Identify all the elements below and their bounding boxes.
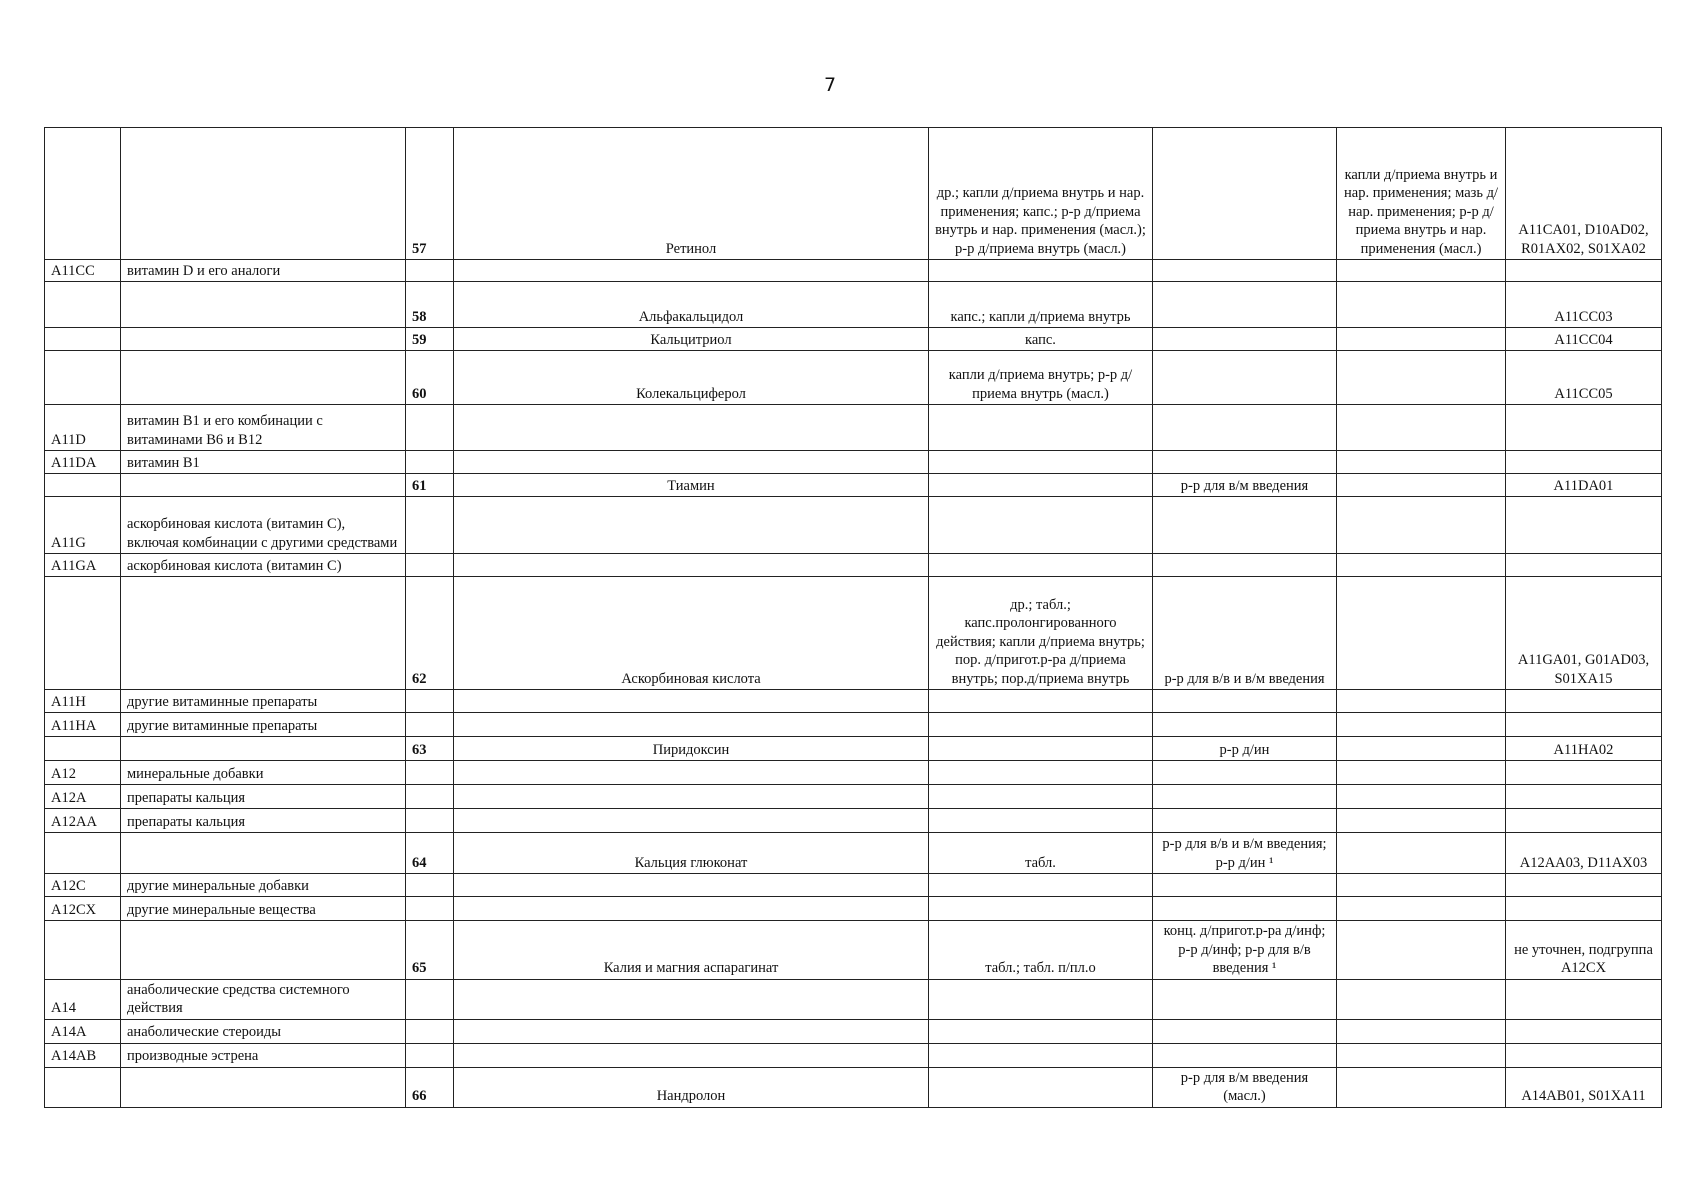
additional-forms-cell [1337, 328, 1506, 351]
atc-group-name-cell: другие витаминные препараты [121, 690, 406, 713]
page-number: 7 [823, 74, 837, 96]
item-number-cell [406, 979, 454, 1019]
item-number-cell: 63 [406, 737, 454, 761]
injectable-forms-cell [1153, 713, 1337, 737]
table-row [45, 713, 1662, 737]
item-number-cell: 57 [406, 128, 454, 260]
atc-code-cell: A11CA01, D10AD02, R01AX02, S01XA02 [1506, 128, 1662, 260]
injectable-forms-cell: р-р для в/в и в/м введения; р-р д/ин ¹ [1153, 833, 1337, 874]
drug-name-cell: Альфакальцидол [454, 282, 929, 328]
atc-code-cell [1506, 785, 1662, 809]
table-row [45, 1067, 1662, 1107]
atc-code-cell [1506, 761, 1662, 785]
atc-group-name-cell [121, 351, 406, 405]
item-number-cell [406, 260, 454, 282]
dosage-forms-cell [929, 405, 1153, 451]
atc-group-name-cell [121, 328, 406, 351]
additional-forms-cell [1337, 833, 1506, 874]
dosage-forms-cell [929, 874, 1153, 897]
additional-forms-cell [1337, 713, 1506, 737]
additional-forms-cell [1337, 577, 1506, 690]
atc-group-code-cell [45, 737, 121, 761]
atc-code-cell [1506, 874, 1662, 897]
atc-group-name-cell: витамин B1 и его комбинации с витаминами B6 и B12 [121, 405, 406, 451]
atc-group-code-cell: A14A [45, 1019, 121, 1043]
atc-group-name-cell: аскорбиновая кислота (витамин С), включая комбинации с другими средствами [121, 497, 406, 554]
drug-name-cell [454, 260, 929, 282]
atc-group-code-cell: A12A [45, 785, 121, 809]
additional-forms-cell [1337, 761, 1506, 785]
dosage-forms-cell: капс.; капли д/приема внутрь [929, 282, 1153, 328]
item-number-cell [406, 785, 454, 809]
table-row [45, 690, 1662, 713]
atc-group-code-cell: A12CX [45, 897, 121, 921]
dosage-forms-cell [929, 713, 1153, 737]
item-number-cell [406, 690, 454, 713]
drug-name-cell: Ретинол [454, 128, 929, 260]
table-row [45, 351, 1662, 405]
atc-group-code-cell [45, 328, 121, 351]
dosage-forms-cell: капли д/приема внутрь; р-р д/приема внутрь (масл.) [929, 351, 1153, 405]
dosage-forms-cell [929, 785, 1153, 809]
dosage-forms-cell [929, 979, 1153, 1019]
drug-name-cell [454, 1043, 929, 1067]
atc-group-code-cell: A12C [45, 874, 121, 897]
atc-group-code-cell [45, 833, 121, 874]
dosage-forms-cell: табл.; табл. п/пл.о [929, 921, 1153, 980]
additional-forms-cell: капли д/приема внутрь и нар. применения; мазь д/нар. применения; р-р д/приема внутрь и нар. применения (масл.) [1337, 128, 1506, 260]
atc-group-code-cell [45, 282, 121, 328]
injectable-forms-cell [1153, 761, 1337, 785]
drug-name-cell [454, 761, 929, 785]
table-row [45, 761, 1662, 785]
atc-group-name-cell: минеральные добавки [121, 761, 406, 785]
dosage-forms-cell [929, 497, 1153, 554]
table-row [45, 554, 1662, 577]
additional-forms-cell [1337, 785, 1506, 809]
table-body [45, 128, 1662, 1108]
injectable-forms-cell [1153, 451, 1337, 474]
atc-group-name-cell [121, 577, 406, 690]
item-number-cell: 59 [406, 328, 454, 351]
atc-code-cell [1506, 554, 1662, 577]
atc-group-name-cell: другие минеральные вещества [121, 897, 406, 921]
dosage-forms-cell [929, 809, 1153, 833]
atc-code-cell: A11CC04 [1506, 328, 1662, 351]
table-row [45, 921, 1662, 980]
injectable-forms-cell: р-р д/ин [1153, 737, 1337, 761]
drug-name-cell: Тиамин [454, 474, 929, 497]
additional-forms-cell [1337, 351, 1506, 405]
additional-forms-cell [1337, 979, 1506, 1019]
atc-group-name-cell [121, 921, 406, 980]
atc-code-cell [1506, 260, 1662, 282]
atc-group-name-cell: другие минеральные добавки [121, 874, 406, 897]
table-row [45, 809, 1662, 833]
injectable-forms-cell [1153, 1019, 1337, 1043]
table-row [45, 833, 1662, 874]
atc-code-cell [1506, 1043, 1662, 1067]
additional-forms-cell [1337, 260, 1506, 282]
additional-forms-cell [1337, 1043, 1506, 1067]
item-number-cell [406, 1043, 454, 1067]
atc-group-code-cell: A11GA [45, 554, 121, 577]
atc-code-cell: A11DA01 [1506, 474, 1662, 497]
dosage-forms-cell [929, 761, 1153, 785]
atc-group-name-cell [121, 282, 406, 328]
atc-code-cell [1506, 690, 1662, 713]
atc-code-cell [1506, 1019, 1662, 1043]
atc-group-code-cell [45, 1067, 121, 1107]
atc-group-name-cell: витамин B1 [121, 451, 406, 474]
injectable-forms-cell [1153, 128, 1337, 260]
drug-name-cell [454, 713, 929, 737]
table-row [45, 874, 1662, 897]
additional-forms-cell [1337, 282, 1506, 328]
item-number-cell: 65 [406, 921, 454, 980]
injectable-forms-cell [1153, 897, 1337, 921]
atc-group-code-cell: A11DA [45, 451, 121, 474]
injectable-forms-cell [1153, 405, 1337, 451]
atc-code-cell [1506, 979, 1662, 1019]
injectable-forms-cell: конц. д/пригот.р-ра д/инф; р-р д/инф; р-р для в/в введения ¹ [1153, 921, 1337, 980]
item-number-cell [406, 451, 454, 474]
injectable-forms-cell [1153, 260, 1337, 282]
atc-group-code-cell: A11G [45, 497, 121, 554]
atc-group-code-cell: A11H [45, 690, 121, 713]
drug-name-cell [454, 497, 929, 554]
additional-forms-cell [1337, 1067, 1506, 1107]
injectable-forms-cell [1153, 328, 1337, 351]
table-row [45, 577, 1662, 690]
item-number-cell [406, 897, 454, 921]
drug-name-cell [454, 809, 929, 833]
drug-name-cell [454, 554, 929, 577]
atc-code-cell: не уточнен, подгруппа A12CX [1506, 921, 1662, 980]
item-number-cell [406, 497, 454, 554]
drug-name-cell: Кальция глюконат [454, 833, 929, 874]
atc-group-code-cell [45, 577, 121, 690]
atc-code-cell [1506, 405, 1662, 451]
atc-code-cell [1506, 451, 1662, 474]
table-row [45, 897, 1662, 921]
item-number-cell: 66 [406, 1067, 454, 1107]
atc-group-name-cell: витамин D и его аналоги [121, 260, 406, 282]
additional-forms-cell [1337, 405, 1506, 451]
atc-code-cell: A14AB01, S01XA11 [1506, 1067, 1662, 1107]
table-row [45, 979, 1662, 1019]
injectable-forms-cell [1153, 874, 1337, 897]
drug-name-cell [454, 874, 929, 897]
drug-name-cell [454, 1019, 929, 1043]
drug-name-cell: Колекальциферол [454, 351, 929, 405]
table-row [45, 260, 1662, 282]
item-number-cell [406, 554, 454, 577]
atc-code-cell [1506, 497, 1662, 554]
injectable-forms-cell: р-р для в/м введения [1153, 474, 1337, 497]
injectable-forms-cell [1153, 554, 1337, 577]
atc-group-code-cell [45, 474, 121, 497]
dosage-forms-cell [929, 1019, 1153, 1043]
table-row [45, 451, 1662, 474]
additional-forms-cell [1337, 690, 1506, 713]
item-number-cell [406, 874, 454, 897]
dosage-forms-cell: табл. [929, 833, 1153, 874]
table-row [45, 282, 1662, 328]
atc-group-code-cell: A14AB [45, 1043, 121, 1067]
item-number-cell [406, 713, 454, 737]
drug-name-cell: Пиридоксин [454, 737, 929, 761]
atc-group-name-cell [121, 737, 406, 761]
drug-name-cell [454, 897, 929, 921]
atc-group-name-cell [121, 128, 406, 260]
drug-name-cell: Нандролон [454, 1067, 929, 1107]
atc-group-name-cell: аскорбиновая кислота (витамин С) [121, 554, 406, 577]
item-number-cell: 60 [406, 351, 454, 405]
dosage-forms-cell [929, 690, 1153, 713]
atc-code-cell [1506, 809, 1662, 833]
atc-code-cell: A11CC03 [1506, 282, 1662, 328]
additional-forms-cell [1337, 809, 1506, 833]
injectable-forms-cell [1153, 785, 1337, 809]
drug-name-cell: Кальцитриол [454, 328, 929, 351]
table-row [45, 474, 1662, 497]
atc-group-code-cell: A12 [45, 761, 121, 785]
item-number-cell [406, 809, 454, 833]
item-number-cell: 64 [406, 833, 454, 874]
atc-code-cell [1506, 897, 1662, 921]
dosage-forms-cell [929, 1043, 1153, 1067]
atc-group-code-cell [45, 128, 121, 260]
dosage-forms-cell: капс. [929, 328, 1153, 351]
drug-name-cell [454, 979, 929, 1019]
dosage-forms-cell [929, 897, 1153, 921]
injectable-forms-cell [1153, 1043, 1337, 1067]
injectable-forms-cell [1153, 690, 1337, 713]
table-row [45, 785, 1662, 809]
atc-code-cell [1506, 713, 1662, 737]
atc-group-name-cell [121, 474, 406, 497]
injectable-forms-cell [1153, 979, 1337, 1019]
dosage-forms-cell [929, 737, 1153, 761]
additional-forms-cell [1337, 497, 1506, 554]
atc-code-cell: A11CC05 [1506, 351, 1662, 405]
atc-group-name-cell [121, 833, 406, 874]
additional-forms-cell [1337, 874, 1506, 897]
atc-group-name-cell: другие витаминные препараты [121, 713, 406, 737]
drug-name-cell [454, 785, 929, 809]
drug-name-cell [454, 451, 929, 474]
atc-code-cell: A12AA03, D11AX03 [1506, 833, 1662, 874]
drug-name-cell [454, 405, 929, 451]
dosage-forms-cell [929, 451, 1153, 474]
additional-forms-cell [1337, 1019, 1506, 1043]
atc-group-name-cell: препараты кальция [121, 785, 406, 809]
atc-group-code-cell: A14 [45, 979, 121, 1019]
injectable-forms-cell [1153, 351, 1337, 405]
additional-forms-cell [1337, 474, 1506, 497]
additional-forms-cell [1337, 451, 1506, 474]
injectable-forms-cell [1153, 497, 1337, 554]
table-row [45, 328, 1662, 351]
item-number-cell: 61 [406, 474, 454, 497]
atc-group-code-cell [45, 921, 121, 980]
dosage-forms-cell [929, 1067, 1153, 1107]
drug-name-cell [454, 690, 929, 713]
atc-group-name-cell: производные эстрена [121, 1043, 406, 1067]
item-number-cell [406, 1019, 454, 1043]
injectable-forms-cell: р-р для в/м введения (масл.) [1153, 1067, 1337, 1107]
atc-group-name-cell: препараты кальция [121, 809, 406, 833]
table-row [45, 1043, 1662, 1067]
item-number-cell: 58 [406, 282, 454, 328]
table-row [45, 405, 1662, 451]
table-row [45, 497, 1662, 554]
dosage-forms-cell [929, 554, 1153, 577]
additional-forms-cell [1337, 921, 1506, 980]
item-number-cell [406, 761, 454, 785]
additional-forms-cell [1337, 897, 1506, 921]
atc-group-name-cell: анаболические стероиды [121, 1019, 406, 1043]
injectable-forms-cell: р-р для в/в и в/м введения [1153, 577, 1337, 690]
atc-group-name-cell [121, 1067, 406, 1107]
injectable-forms-cell [1153, 282, 1337, 328]
atc-code-cell: A11HA02 [1506, 737, 1662, 761]
table-row [45, 128, 1662, 260]
item-number-cell: 62 [406, 577, 454, 690]
drug-list-table [44, 127, 1662, 1108]
injectable-forms-cell [1153, 809, 1337, 833]
atc-group-name-cell: анаболические средства системного действия [121, 979, 406, 1019]
item-number-cell [406, 405, 454, 451]
atc-group-code-cell [45, 351, 121, 405]
dosage-forms-cell [929, 260, 1153, 282]
drug-name-cell: Аскорбиновая кислота [454, 577, 929, 690]
atc-group-code-cell: A12AA [45, 809, 121, 833]
atc-group-code-cell: A11CC [45, 260, 121, 282]
drug-name-cell: Калия и магния аспарагинат [454, 921, 929, 980]
atc-code-cell: A11GA01, G01AD03, S01XA15 [1506, 577, 1662, 690]
atc-group-code-cell: A11HA [45, 713, 121, 737]
additional-forms-cell [1337, 737, 1506, 761]
atc-group-code-cell: A11D [45, 405, 121, 451]
dosage-forms-cell: др.; капли д/приема внутрь и нар. применения; капс.; р-р д/приема внутрь и нар. применения (масл.); р-р д/приема внутрь (масл.) [929, 128, 1153, 260]
dosage-forms-cell [929, 474, 1153, 497]
table-row [45, 1019, 1662, 1043]
table-row [45, 737, 1662, 761]
dosage-forms-cell: др.; табл.; капс.пролонгированного действия; капли д/приема внутрь; пор. д/пригот.р-ра д/приема внутрь; пор.д/приема внутрь [929, 577, 1153, 690]
additional-forms-cell [1337, 554, 1506, 577]
